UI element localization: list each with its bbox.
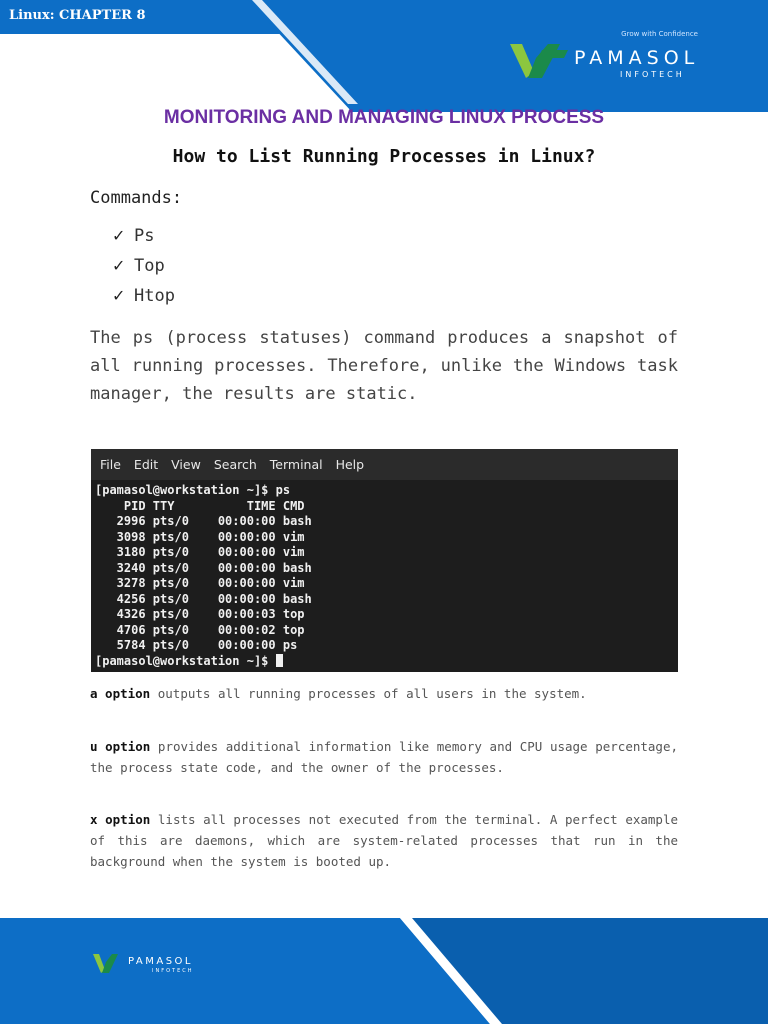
logo-name: PAMASOL bbox=[128, 956, 193, 967]
commands-list bbox=[112, 226, 175, 316]
terminal-menu-bar bbox=[91, 449, 678, 480]
command-name: Top bbox=[134, 256, 165, 276]
menu-help: Help bbox=[335, 457, 365, 472]
logo-subtitle: INFOTECH bbox=[620, 70, 685, 79]
terminal-line: 3098 pts/0 00:00:00 vim bbox=[95, 529, 305, 544]
option-term: x option bbox=[90, 812, 151, 827]
terminal-line: 3278 pts/0 00:00:00 vim bbox=[95, 576, 305, 590]
commands-label: Commands: bbox=[90, 188, 183, 208]
terminal-line: 3240 pts/0 00:00:00 bash bbox=[95, 560, 312, 575]
logo-mark-icon bbox=[92, 952, 126, 974]
terminal-prompt-line bbox=[95, 654, 678, 670]
terminal-output bbox=[91, 480, 678, 669]
company-logo bbox=[508, 30, 730, 84]
terminal-line: 2996 pts/0 00:00:00 bash bbox=[95, 514, 312, 528]
option-term: u option bbox=[90, 739, 151, 754]
checkmark-icon: ✓ bbox=[112, 286, 126, 305]
terminal-line: 4326 pts/0 00:00:03 top bbox=[95, 607, 305, 621]
terminal-line: [pamasol@workstation ~]$ ps bbox=[95, 483, 291, 497]
cursor-icon bbox=[276, 654, 283, 667]
terminal-line: PID TTY TIME CMD bbox=[95, 498, 305, 513]
option-a-paragraph bbox=[90, 683, 678, 704]
terminal-line: 4256 pts/0 00:00:00 bash bbox=[95, 591, 312, 606]
terminal-screenshot bbox=[91, 449, 678, 672]
terminal-prompt: [pamasol@workstation ~]$ bbox=[95, 653, 276, 668]
option-x-paragraph bbox=[90, 809, 678, 872]
logo-mark-icon bbox=[508, 40, 574, 80]
list-item bbox=[112, 256, 175, 286]
logo-subtitle: INFOTECH bbox=[152, 968, 194, 974]
footer-logo bbox=[92, 948, 212, 978]
checkmark-icon: ✓ bbox=[112, 256, 126, 275]
option-description: provides additional information like memory and CPU usage percentage, the process state code, and the owner of the processes. bbox=[90, 739, 678, 775]
command-name: Htop bbox=[134, 286, 175, 306]
option-u-paragraph bbox=[90, 736, 678, 778]
checkmark-icon: ✓ bbox=[112, 226, 126, 245]
logo-tagline: Grow with Confidence bbox=[621, 30, 698, 38]
option-term: a option bbox=[90, 686, 151, 701]
menu-search: Search bbox=[213, 457, 257, 472]
chapter-label: Linux: CHAPTER 8 bbox=[9, 8, 146, 23]
page-title: MONITORING AND MANAGING LINUX PROCESS bbox=[163, 107, 605, 128]
section-title: How to List Running Processes in Linux? bbox=[172, 146, 596, 167]
list-item bbox=[112, 226, 175, 256]
intro-paragraph: The ps (process statuses) command produces a snapshot of all running processes. Therefore, unlike the Windows task manager, the results are static. bbox=[90, 328, 678, 404]
menu-terminal: Terminal bbox=[269, 457, 323, 472]
terminal-line: 5784 pts/0 00:00:00 ps bbox=[95, 638, 298, 652]
terminal-line: 4706 pts/0 00:00:02 top bbox=[95, 622, 305, 637]
menu-edit: Edit bbox=[133, 457, 159, 472]
terminal-line: 3180 pts/0 00:00:00 vim bbox=[95, 545, 305, 559]
menu-view: View bbox=[171, 457, 201, 472]
option-description: lists all processes not executed from the terminal. A perfect example of this are daemons, which are system-related processes that run in the background when the system is booted up. bbox=[90, 812, 678, 869]
option-description: outputs all running processes of all users in the system. bbox=[150, 686, 587, 701]
menu-file: File bbox=[100, 457, 121, 472]
command-name: Ps bbox=[134, 226, 155, 246]
logo-name: PAMASOL bbox=[574, 47, 700, 69]
list-item bbox=[112, 286, 175, 316]
